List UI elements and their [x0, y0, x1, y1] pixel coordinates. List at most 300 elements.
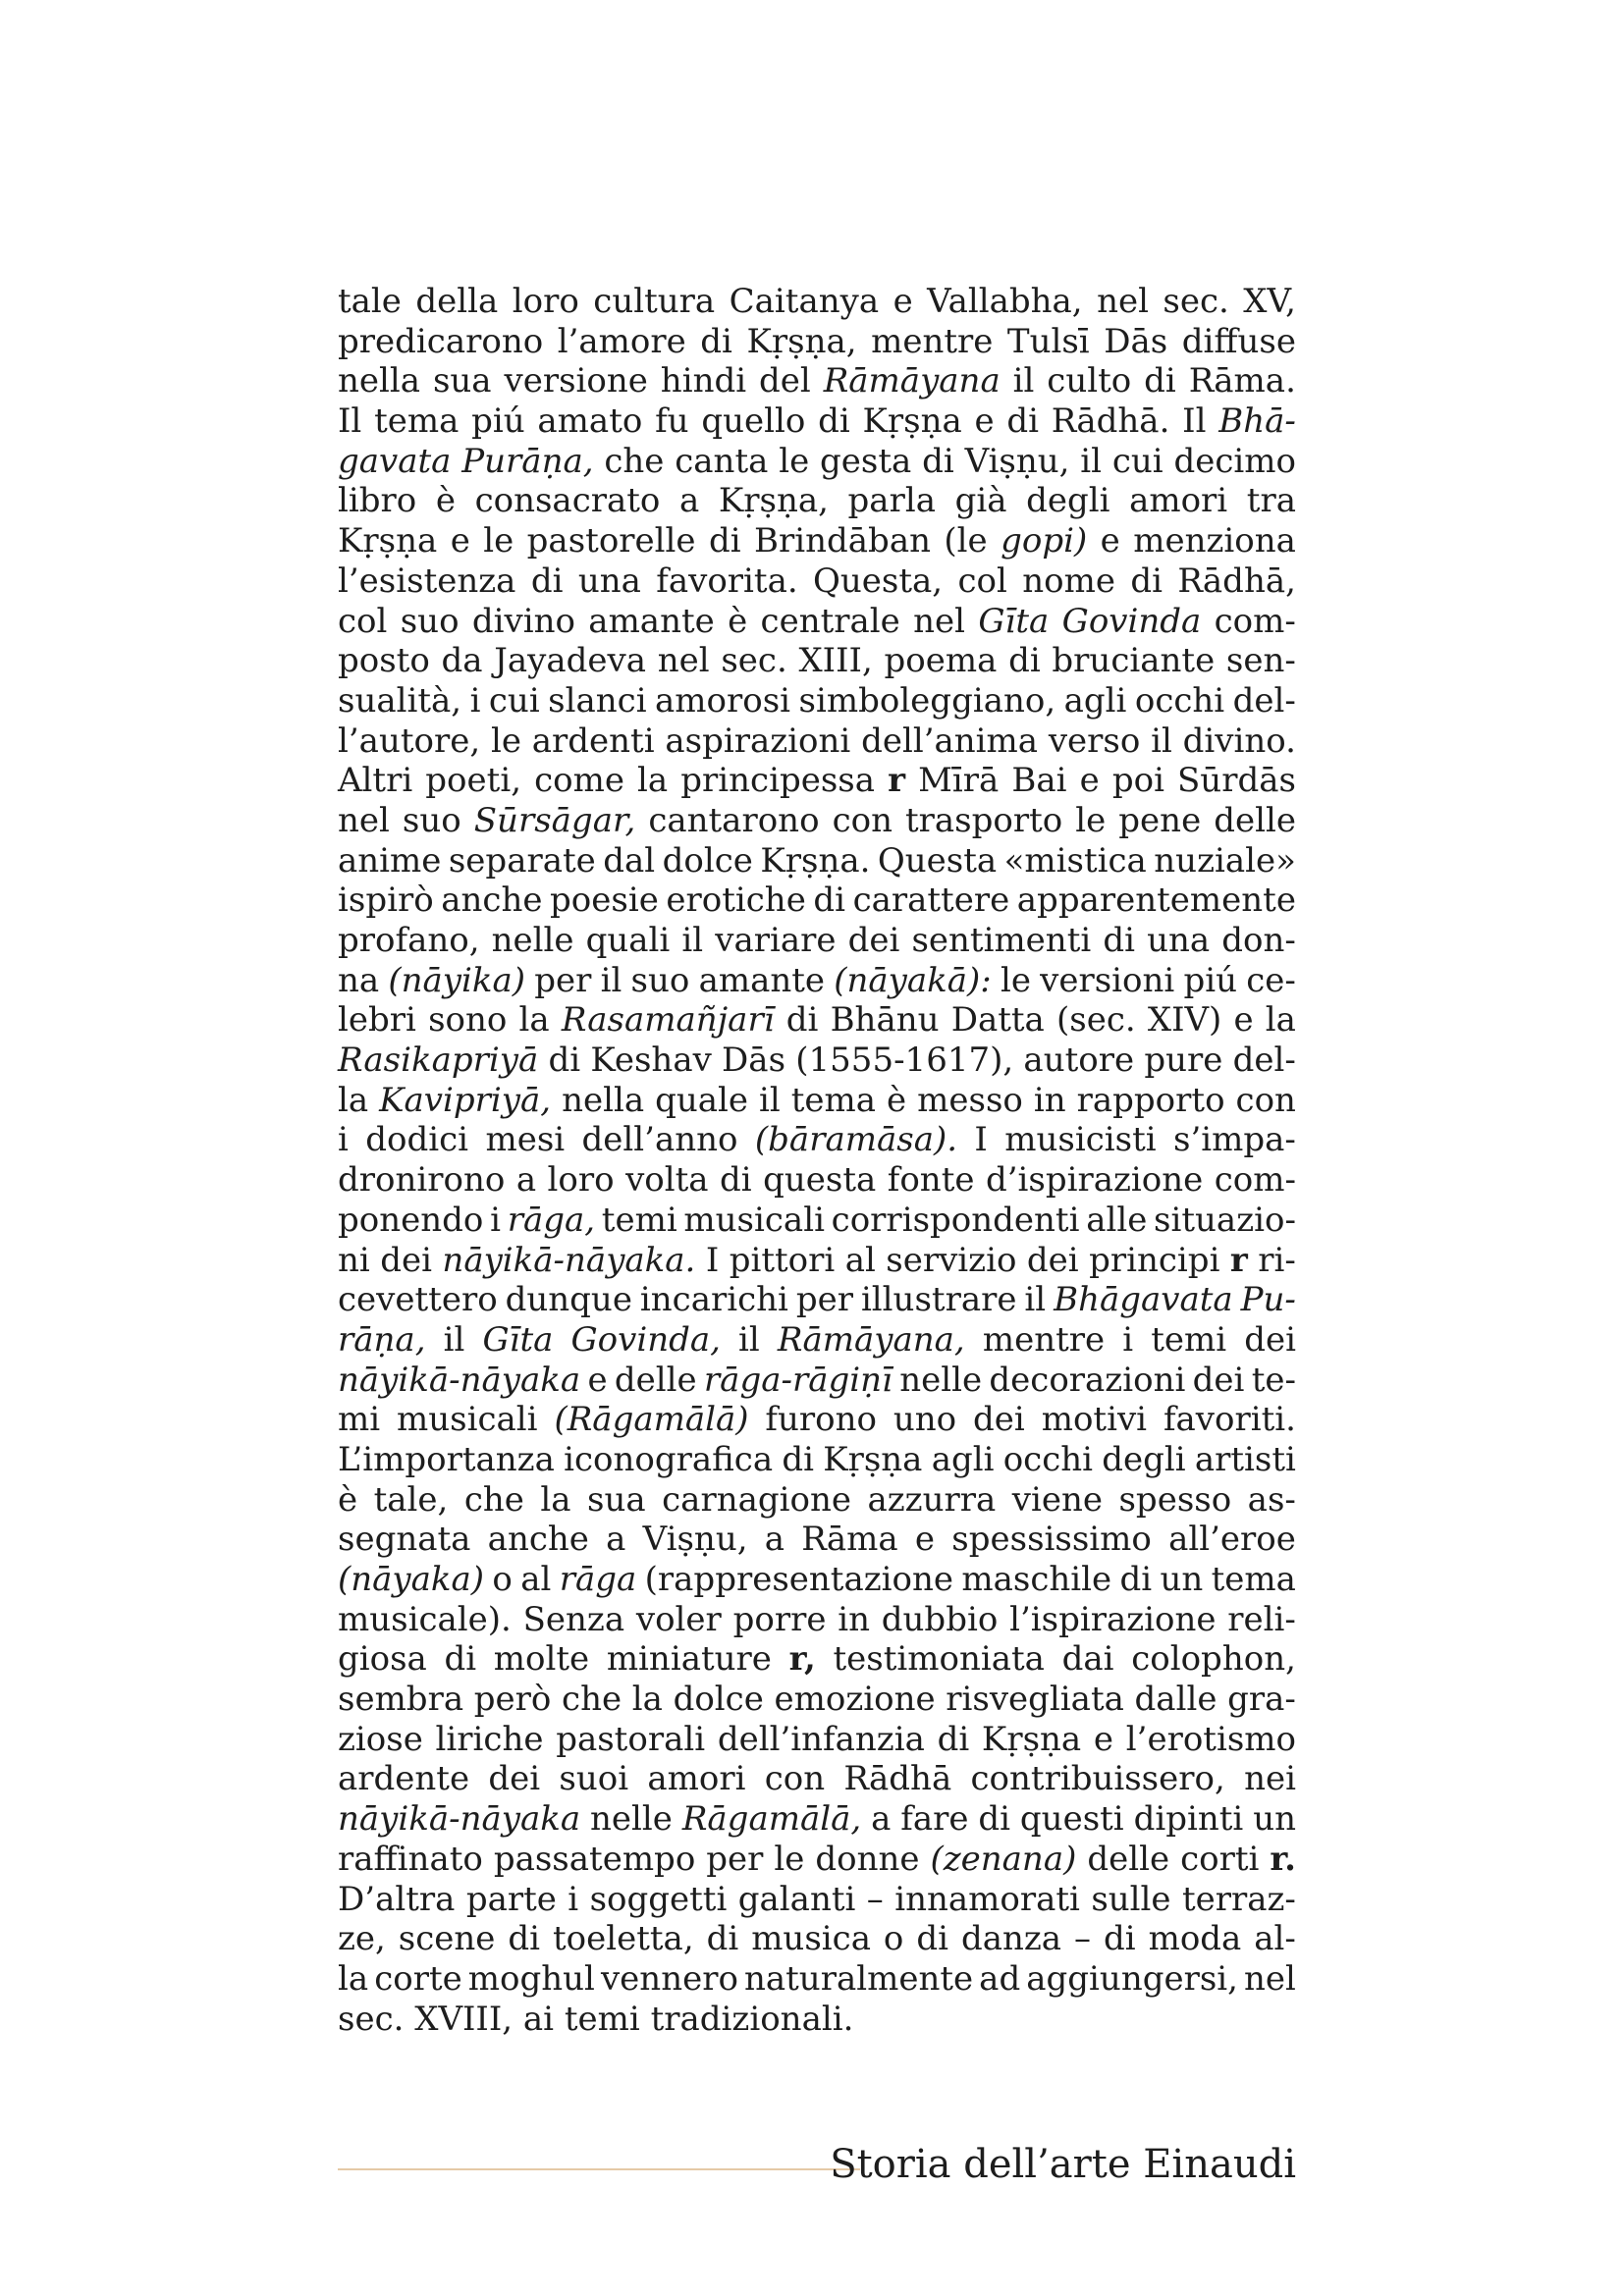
text-line	[338, 361, 1296, 401]
word: con	[1235, 1080, 1296, 1120]
word: a	[606, 1520, 626, 1560]
word: dunque	[505, 1280, 632, 1320]
word: di	[916, 1919, 948, 1959]
word: per	[706, 1839, 764, 1879]
word: in	[838, 1599, 870, 1639]
word: di	[813, 881, 846, 921]
word: di	[1103, 921, 1135, 960]
word: favorita.	[656, 561, 798, 601]
word: amori	[1129, 481, 1228, 521]
word: donne	[815, 1839, 920, 1879]
word: delle	[1087, 1839, 1170, 1879]
word: dolce	[673, 1680, 764, 1720]
word: amato	[537, 401, 643, 442]
word: suo	[402, 800, 461, 840]
text-line	[338, 721, 1296, 762]
word: Brindāban	[754, 521, 931, 561]
word: nelle	[899, 1360, 983, 1400]
word: moghul	[467, 1958, 595, 1999]
word: sen-	[1225, 641, 1296, 681]
word: ze,	[338, 1919, 386, 1959]
word: innamorati	[894, 1879, 1080, 1919]
word: spessissimo	[951, 1520, 1152, 1560]
word: sua	[432, 361, 492, 401]
word: profano,	[338, 921, 480, 960]
word: di	[700, 321, 732, 361]
word: i	[490, 1200, 501, 1240]
word: colophon,	[1131, 1639, 1296, 1680]
word: o	[883, 1919, 904, 1959]
word: di	[782, 1439, 814, 1479]
word: del	[759, 361, 811, 401]
text-line	[338, 1000, 1296, 1041]
word: di	[1144, 361, 1176, 401]
word: dell’anima	[861, 721, 1039, 761]
word: è	[338, 1479, 358, 1520]
word: Rasikapriyā	[338, 1041, 539, 1081]
word: rapporto	[1076, 1080, 1225, 1120]
word: ardenti	[531, 721, 655, 761]
word: as-	[1247, 1479, 1296, 1520]
word: Vallabha,	[927, 282, 1083, 321]
word: XVIII,	[414, 1999, 514, 2039]
word: temi	[601, 1200, 677, 1240]
word: al-	[1254, 1919, 1296, 1959]
word: Kṛṣṇa	[862, 401, 962, 442]
word: miniature	[606, 1639, 772, 1680]
word: una	[577, 561, 641, 601]
word: dal	[603, 840, 656, 881]
word: Viṣṇu,	[964, 441, 1070, 481]
word: cultura	[593, 282, 716, 321]
word: simboleggiano,	[798, 680, 1056, 721]
word: suo	[630, 960, 690, 1000]
word: Rāmāyana,	[777, 1319, 965, 1360]
text-line	[338, 1959, 1296, 2000]
word: nelle	[590, 1799, 673, 1840]
word: incarichi	[639, 1280, 788, 1320]
word: anche	[487, 1520, 589, 1560]
word: dell’anno	[581, 1120, 738, 1160]
word: diffuse	[1181, 321, 1296, 361]
word: gopi)	[1001, 521, 1088, 561]
word: e	[974, 401, 995, 442]
text-line	[338, 761, 1296, 801]
word: pastorali	[556, 1719, 706, 1759]
word: consacrato	[474, 481, 661, 521]
word: cevettero	[338, 1280, 498, 1320]
word: amante	[698, 960, 826, 1000]
word: questa	[763, 1160, 877, 1201]
word: Gīta	[978, 601, 1050, 641]
word: I	[974, 1120, 988, 1160]
word: sualità,	[338, 680, 462, 721]
word: a	[678, 481, 700, 521]
word: il	[1080, 441, 1103, 481]
word: giosa	[338, 1639, 427, 1680]
word: –	[866, 1879, 884, 1919]
word: XV,	[1243, 282, 1296, 321]
word: tema	[374, 401, 460, 442]
word: Rasamañjarī	[561, 1000, 775, 1041]
word: di	[548, 1041, 581, 1081]
word: Datta	[950, 1000, 1045, 1041]
word: Bai	[1011, 761, 1067, 801]
word: amante	[588, 601, 715, 641]
word: versione	[504, 361, 648, 401]
word: piú	[471, 401, 525, 442]
word: viene	[1011, 1479, 1103, 1520]
word: un	[1253, 1799, 1296, 1840]
word: occhi	[1002, 1439, 1094, 1479]
word: maschile	[961, 1560, 1112, 1599]
word: «mistica	[1003, 840, 1147, 881]
word: la	[637, 761, 669, 801]
word: Viṣṇu,	[642, 1520, 748, 1560]
text-line	[338, 1639, 1296, 1680]
word: risvegliata	[946, 1680, 1124, 1720]
word: l’ispirazione	[1009, 1599, 1217, 1639]
word: dei	[1244, 1319, 1296, 1360]
word: che	[562, 1680, 622, 1720]
word: Bhāgavata	[1054, 1280, 1233, 1320]
word: ri-	[1258, 1240, 1296, 1280]
word: divino.	[1182, 721, 1296, 761]
word: nel	[1244, 1958, 1296, 1999]
text-line	[338, 921, 1296, 961]
word: r,	[788, 1639, 816, 1680]
word: per	[534, 960, 592, 1000]
word: scene	[398, 1919, 496, 1959]
text-line	[338, 481, 1296, 521]
word: vennero	[600, 1958, 738, 1999]
word: XIV)	[1147, 1000, 1222, 1041]
word: (bāramāsa).	[754, 1120, 958, 1160]
word: di	[1119, 1560, 1153, 1599]
word: di	[785, 1000, 819, 1041]
word: Dās	[1104, 321, 1168, 361]
word: musicale).	[338, 1599, 512, 1639]
word: Sūrdās	[1177, 761, 1296, 801]
footer-title: Storia dell’arte Einaudi	[830, 2142, 1296, 2187]
word: e	[450, 521, 470, 561]
word: e	[893, 282, 913, 321]
word: rāga-rāgiṇī	[703, 1360, 893, 1400]
word: l’amore	[557, 321, 686, 361]
word: suoi	[559, 1759, 629, 1799]
word: le	[779, 441, 810, 481]
word: e	[914, 1520, 936, 1560]
text-line	[338, 1759, 1296, 1799]
word: (sec.	[1056, 1000, 1136, 1041]
word: r	[888, 761, 906, 801]
word: al	[844, 1240, 876, 1280]
word: rāga	[559, 1560, 637, 1599]
word: i	[568, 1879, 579, 1919]
word: nei	[1244, 1759, 1296, 1799]
word: cui	[488, 680, 540, 721]
word: nella	[562, 1080, 645, 1120]
word: dipinti	[1133, 1799, 1244, 1840]
word: cui	[1111, 441, 1163, 481]
word: r.	[1270, 1839, 1296, 1879]
word: musicisti	[1004, 1120, 1157, 1160]
word: loro	[512, 282, 579, 321]
word: nome	[1022, 561, 1115, 601]
word: Gīta	[482, 1319, 554, 1360]
word: che	[463, 1479, 524, 1520]
word: na	[338, 960, 380, 1000]
word: occhi	[1134, 680, 1225, 721]
text-line	[338, 1081, 1296, 1121]
word: tema	[1211, 1560, 1296, 1599]
word: con	[832, 800, 893, 840]
word: (rappresentazione	[644, 1560, 954, 1599]
word: messo	[917, 1080, 1023, 1120]
word: furono	[765, 1400, 877, 1440]
word: verso	[1048, 721, 1141, 761]
word: tradizionali.	[650, 1999, 854, 2039]
word: sua	[587, 1479, 646, 1520]
word: dei	[1026, 1240, 1079, 1280]
word: emozione	[774, 1680, 936, 1720]
word: (nāyakā):	[834, 960, 992, 1000]
text-line	[338, 442, 1296, 482]
word: dalle	[1134, 1680, 1217, 1720]
word: temi	[564, 1999, 640, 2039]
word: il	[738, 1319, 760, 1360]
word: di	[937, 1719, 970, 1759]
word: divino	[471, 601, 575, 641]
word: Questa	[877, 840, 998, 881]
word: ce-	[1246, 960, 1296, 1000]
word: r	[1229, 1240, 1248, 1280]
word: –	[1074, 1919, 1092, 1959]
word: a	[764, 1520, 785, 1560]
text-line	[338, 1600, 1296, 1640]
text-line	[338, 1041, 1296, 1081]
word: di	[508, 1919, 541, 1959]
word: della	[415, 282, 499, 321]
word: Kṛṣṇa,	[746, 321, 857, 361]
word: predicarono	[338, 321, 544, 361]
word: nelle	[491, 921, 574, 960]
word: nel	[338, 800, 390, 840]
text-line	[338, 2000, 1296, 2040]
word: di	[978, 1799, 1011, 1840]
text-line	[338, 401, 1296, 442]
word: Bhānu	[830, 1000, 940, 1041]
footer-rule	[338, 2168, 860, 2170]
word: tale	[338, 282, 402, 321]
word: Kṛṣṇa.	[760, 840, 871, 881]
word: Bhā-	[1218, 401, 1296, 442]
word: dei	[380, 1240, 432, 1280]
text-line	[338, 1880, 1296, 1920]
word: Kṛṣṇa,	[718, 481, 829, 521]
word: (le	[944, 521, 988, 561]
word: sono	[428, 1000, 508, 1041]
text-line	[338, 961, 1296, 1001]
word: Rādhā	[843, 1759, 952, 1799]
word: quello	[701, 401, 806, 442]
word: decorazioni	[989, 1360, 1186, 1400]
word: Kṛṣṇa	[981, 1719, 1082, 1759]
word: iconografica	[564, 1439, 774, 1479]
word: Keshav	[590, 1041, 712, 1081]
word: a	[515, 1160, 537, 1201]
word: aspirazioni	[665, 721, 851, 761]
word: parla	[847, 481, 936, 521]
word: musica	[751, 1919, 871, 1959]
word: anime	[338, 840, 442, 881]
word: del-	[1232, 1041, 1296, 1081]
word: Govinda	[1061, 601, 1202, 641]
word: contribuissero,	[970, 1759, 1225, 1799]
word: ispirò	[338, 881, 434, 921]
word: è	[887, 1080, 907, 1120]
word: fu	[655, 401, 689, 442]
word: nāyikā-nāyaka	[338, 1799, 581, 1840]
word: è	[728, 601, 748, 641]
word: di	[922, 441, 954, 481]
word: pure	[1144, 1041, 1223, 1081]
word: Rāmāyana	[823, 361, 1001, 401]
word: la	[338, 1958, 369, 1999]
text-line	[338, 282, 1296, 322]
word: corrispondenti	[831, 1200, 1080, 1240]
text-line	[338, 1840, 1296, 1880]
word: toeletta,	[552, 1919, 694, 1959]
word: il	[759, 1080, 781, 1120]
word: Sūrsāgar,	[473, 800, 636, 840]
word: quale	[655, 1080, 749, 1120]
word: un	[1160, 1560, 1204, 1599]
word: poesie	[550, 881, 659, 921]
word: Purāṇa,	[461, 441, 594, 481]
word: nel	[1097, 282, 1149, 321]
word: lebri	[338, 1000, 416, 1041]
word: agli	[1063, 680, 1127, 721]
word: l’esistenza	[338, 561, 516, 601]
word: posto	[338, 641, 430, 681]
word: al	[520, 1560, 552, 1599]
word: spesso	[1118, 1479, 1232, 1520]
word: i	[469, 680, 481, 721]
text-line	[338, 1160, 1296, 1201]
word: liriche	[435, 1719, 544, 1759]
word: XIII,	[798, 641, 873, 681]
word: Altri	[338, 761, 413, 801]
word: e	[587, 1360, 608, 1400]
word: bruciante	[1052, 641, 1216, 681]
word: com-	[1214, 1160, 1296, 1201]
text-line	[338, 1400, 1296, 1440]
word: versioni	[1040, 960, 1175, 1000]
word: sulle	[1091, 1879, 1171, 1919]
word: reli-	[1227, 1599, 1296, 1639]
word: la	[338, 1080, 369, 1120]
text-line	[338, 1919, 1296, 1959]
word: pene	[1118, 800, 1202, 840]
word: naturalmente	[743, 1958, 974, 1999]
word: loro	[547, 1160, 615, 1201]
text-line	[338, 1201, 1296, 1241]
word: ziose	[338, 1719, 423, 1759]
word: nāyikā-nāyaka.	[442, 1240, 696, 1280]
word: rāṇa,	[338, 1319, 426, 1360]
text-line	[338, 1440, 1296, 1480]
word: di	[1103, 1919, 1136, 1959]
word: Il	[1182, 401, 1207, 442]
text-line	[338, 1120, 1296, 1160]
word: motivi	[1041, 1400, 1148, 1440]
word: però	[473, 1680, 552, 1720]
word: piú	[1183, 960, 1238, 1000]
word: le	[483, 521, 514, 561]
word: Jayadeva	[494, 641, 647, 681]
word: degli	[1026, 481, 1110, 521]
word: tale,	[373, 1479, 449, 1520]
word: hindi	[660, 361, 747, 401]
word: il	[1012, 361, 1035, 401]
word: Rāma	[801, 1520, 898, 1560]
word: mentre	[982, 1319, 1106, 1360]
text-line	[338, 602, 1296, 642]
word: principessa	[680, 761, 876, 801]
word: parte	[465, 1879, 557, 1919]
word: gesta	[820, 441, 912, 481]
word: ai	[522, 1999, 555, 2039]
word: centrale	[760, 601, 900, 641]
word: di	[1130, 561, 1163, 601]
word: d’ispirazione	[985, 1160, 1204, 1201]
word: dei	[488, 1759, 541, 1799]
word: da	[441, 641, 483, 681]
word: pastorelle	[526, 521, 696, 561]
text-line	[338, 1520, 1296, 1560]
word: aggiungersi,	[1026, 1958, 1238, 1999]
text-line	[338, 681, 1296, 721]
word: menziona	[1133, 521, 1296, 561]
word: gra-	[1227, 1680, 1296, 1720]
word: di	[530, 561, 564, 601]
word: di	[706, 1919, 739, 1959]
word: fare	[900, 1799, 969, 1840]
word: Kavipriyā,	[379, 1080, 552, 1120]
word: nuziale»	[1154, 840, 1296, 881]
word: pittori	[729, 1240, 836, 1280]
word: il	[443, 1319, 465, 1360]
word: raffinato	[338, 1839, 483, 1879]
word: col	[957, 561, 1007, 601]
word: don-	[1221, 921, 1296, 960]
word: volta	[625, 1160, 709, 1201]
word: l’erotismo	[1125, 1719, 1296, 1759]
word: terraz-	[1181, 1879, 1296, 1919]
word: sec.	[338, 1999, 405, 2039]
word: nella	[338, 361, 421, 401]
word: (nāyika)	[388, 960, 526, 1000]
word: una	[1147, 921, 1211, 960]
word: dodici	[365, 1120, 469, 1160]
word: il	[1024, 1280, 1047, 1320]
word: mentre	[871, 321, 994, 361]
word: dai	[1061, 1639, 1114, 1680]
word: danza	[960, 1919, 1062, 1959]
word: anche	[441, 881, 543, 921]
word: di	[1008, 641, 1041, 681]
